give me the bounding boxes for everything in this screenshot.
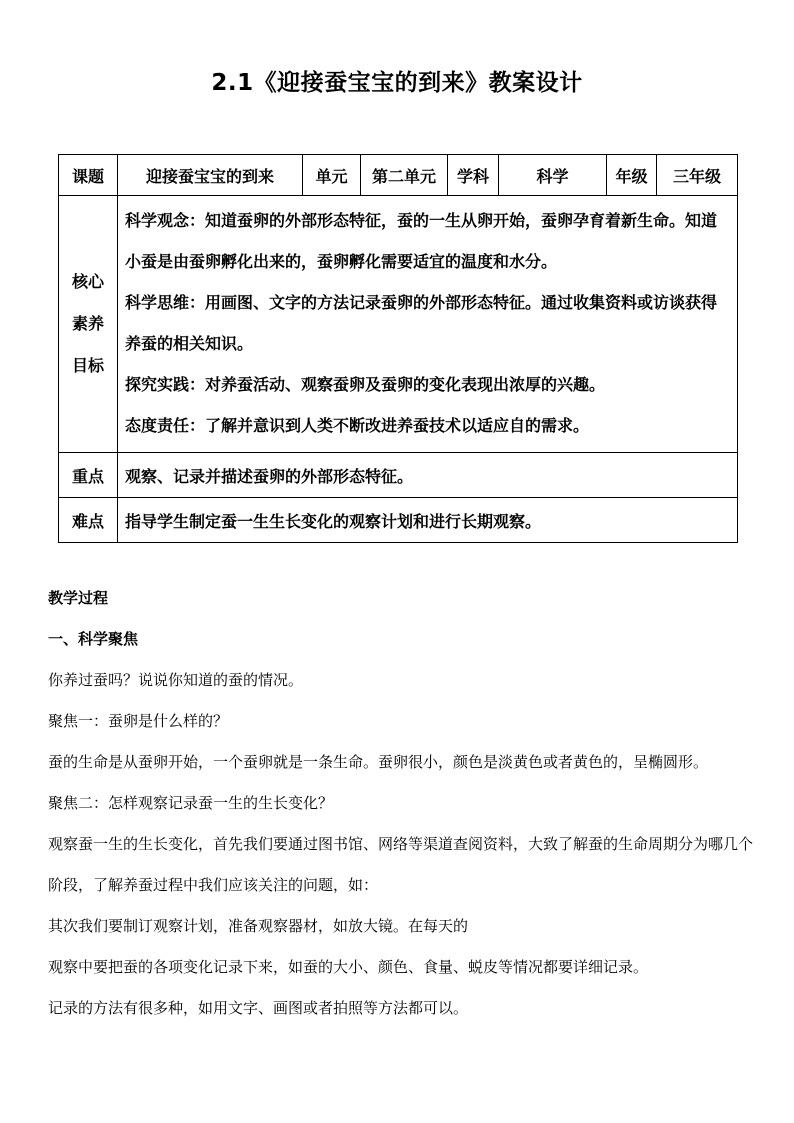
goals-content (118, 196, 738, 453)
paragraph: 你养过蚕吗？说说你知道的蚕的情况。 (48, 671, 304, 689)
goals-label (59, 196, 118, 453)
lesson-content (48, 578, 758, 1029)
grade-label: 年级 (607, 155, 657, 196)
table-header-row (59, 155, 738, 196)
paragraph: 蚕的生命是从蚕卵开始，一个蚕卵就是一条生命。蚕卵很小，颜色是淡黄色或者黄色的，呈椭圆形。 (48, 753, 709, 771)
difficulty-label: 难点 (59, 498, 118, 543)
subject-value: 科学 (499, 155, 607, 196)
difficulty-value: 指导学生制定蚕一生生长变化的观察计划和进行长期观察。 (118, 498, 738, 543)
key-point-value: 观察、记录并描述蚕卵的外部形态特征。 (118, 453, 738, 498)
goal-science-thinking: 科学思维：用画图、文字的方法记录蚕卵的外部形态特征。通过收集资料或访谈获得养蚕的相关知识。 (125, 293, 718, 353)
difficulty-row (59, 498, 738, 543)
goal-attitude-responsibility: 态度责任：了解并意识到人类不断改进养蚕技术以适应自的需求。 (125, 416, 590, 435)
focus-question: 聚焦二：怎样观察记录蚕一生的生长变化？ (48, 794, 334, 812)
grade-value: 三年级 (657, 155, 738, 196)
course-value: 迎接蚕宝宝的到来 (118, 155, 303, 196)
paragraph: 其次我们要制订观察计划，准备观察器材，如放大镜。在每天的 (48, 917, 469, 935)
lesson-info-table (58, 154, 738, 543)
key-point-label: 重点 (59, 453, 118, 498)
paragraph: 观察中要把蚕的各项变化记录下来，如蚕的大小、颜色、食量、蜕皮等情况都要详细记录。 (48, 958, 649, 976)
process-heading: 教学过程 (48, 589, 109, 607)
document-title: 2.1《迎接蚕宝宝的到来》教案设计 (211, 70, 583, 96)
paragraph: 记录的方法有很多种，如用文字、画图或者拍照等方法都可以。 (48, 999, 469, 1017)
key-point-row (59, 453, 738, 498)
subject-label: 学科 (448, 155, 499, 196)
goals-label-line: 目标 (71, 356, 104, 375)
course-label: 课题 (59, 155, 118, 196)
goals-label-line: 素养 (71, 314, 104, 333)
unit-value: 第二单元 (361, 155, 448, 196)
unit-label: 单元 (303, 155, 361, 196)
focus-question: 聚焦一：蚕卵是什么样的？ (48, 712, 229, 730)
goal-science-concept: 科学观念：知道蚕卵的外部形态特征，蚕的一生从卵开始，蚕卵孕育着新生命。知道小蚕是由蚕卵孵化出来的，蚕卵孵化需要适宜的温度和水分。 (125, 211, 718, 271)
goal-inquiry-practice: 探究实践：对养蚕活动、观察蚕卵及蚕卵的变化表现出浓厚的兴趣。 (125, 375, 606, 394)
goals-label-line: 核心 (71, 272, 104, 291)
section-heading: 一、科学聚焦 (48, 630, 139, 648)
paragraph: 观察蚕一生的生长变化，首先我们要通过图书馆、网络等渠道查阅资料，大致了解蚕的生命周期分为哪几个阶段，了解养蚕过程中我们应该关注的问题，如： (48, 835, 754, 894)
goals-row (59, 196, 738, 453)
